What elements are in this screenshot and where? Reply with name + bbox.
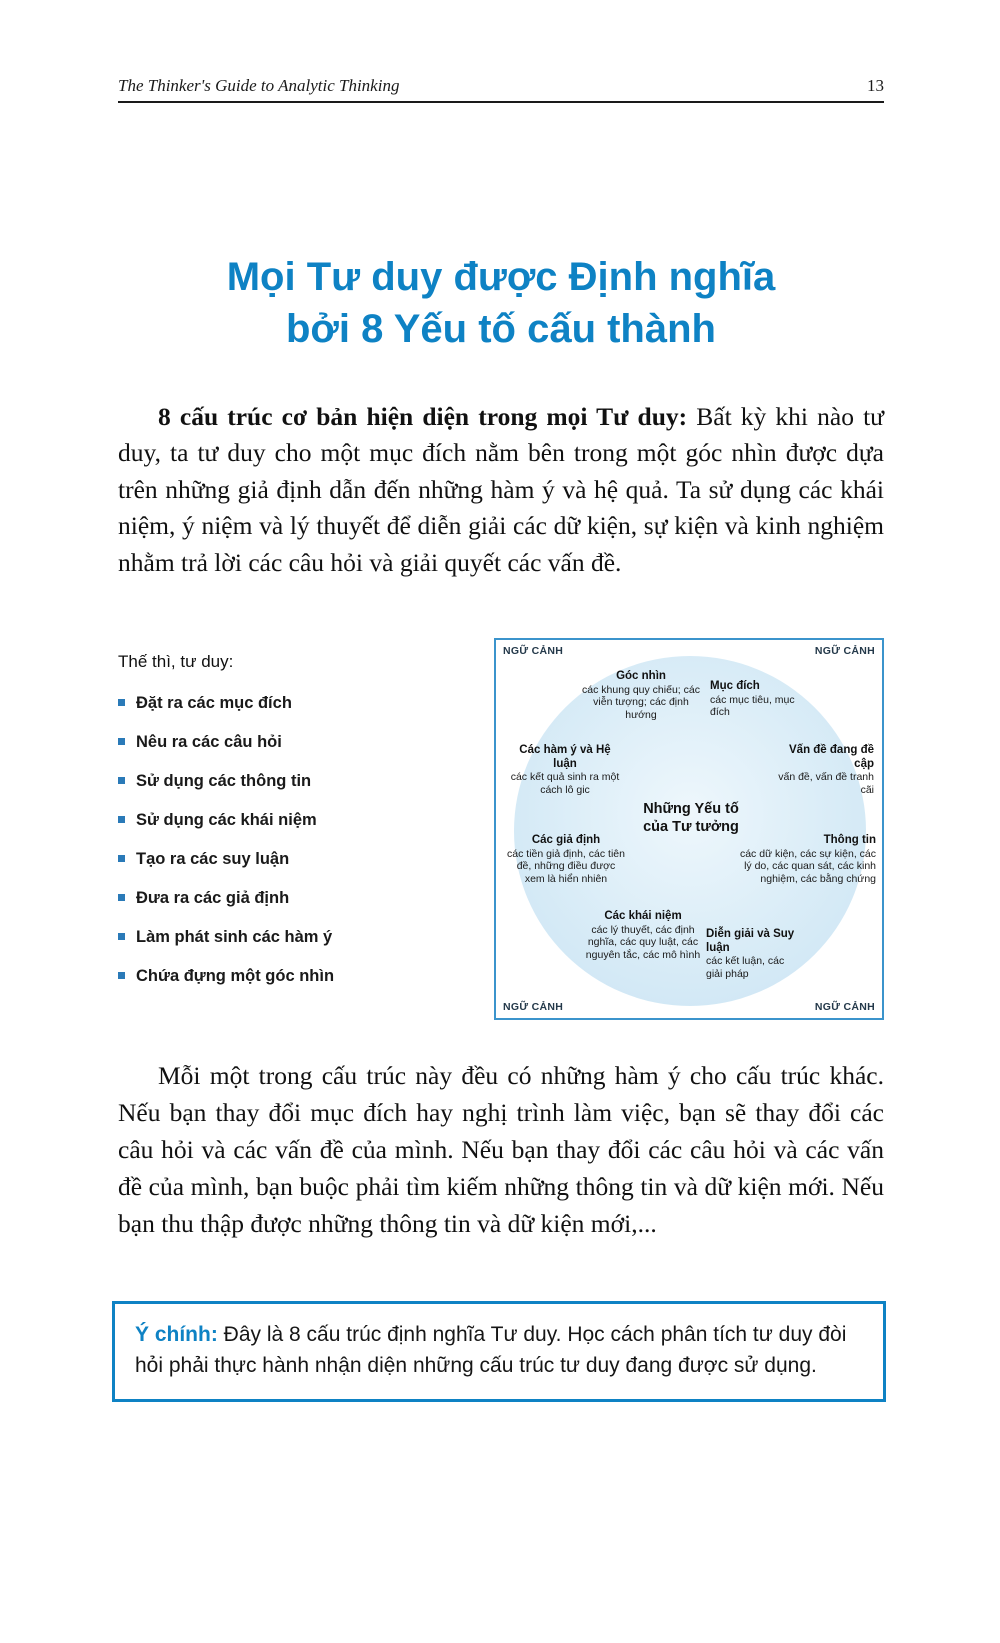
thinking-list — [118, 652, 448, 1006]
diagram-center-label — [616, 800, 766, 836]
node-title: Thông tin — [823, 834, 876, 847]
node-title: Góc nhìn — [616, 670, 666, 683]
intro-text: Bất kỳ khi nào tư duy, ta tư duy cho một mục đích nằm bên trong một góc nhìn được dựa trên những giả định dẫn đến những hàm ý và hệ quả. Ta sử dụng các khái niệm, ý niệm và lý thuyết để diễn giải các dữ kiện, sự kiện và kinh nghiệm nhằm trả lời các câu hỏi và giải quyết các vấn đề. — [118, 402, 884, 577]
list-item — [118, 772, 448, 791]
list-items — [118, 694, 448, 986]
body-paragraph: Mỗi một trong cấu trúc này đều có những hàm ý cho cấu trúc khác. Nếu bạn thay đổi mục đích hay nghị trình làm việc, bạn sẽ thay đổi các câu hỏi và các vấn đề của mình. Nếu bạn thay đổi các câu hỏi và các vấn đề của mình, bạn buộc phải tìm kiếm những thông tin và dữ kiện mới. Nếu bạn thu thập được những thông tin và dữ kiện mới,... — [118, 1061, 884, 1239]
key-point-box — [112, 1301, 886, 1402]
node-desc: các tiền giả định, các tiên đề, những điều được xem là hiển nhiên — [507, 847, 625, 885]
header-rule — [118, 101, 884, 103]
bullet-square-icon — [118, 699, 125, 706]
node-title: Các hàm ý và Hệ luận — [519, 744, 611, 770]
diagram-node-point-of-view — [578, 670, 704, 721]
intro-lead-bold: 8 cấu trúc cơ bản hiện diện trong mọi Tư duy: — [158, 402, 688, 431]
list-item-label: Tạo ra các suy luận — [136, 850, 290, 869]
key-point-text: Đây là 8 cấu trúc định nghĩa Tư duy. Học cách phân tích tư duy đòi hỏi phải thực hành nhận diện những cấu trúc tư duy đang được sử dụng. — [135, 1323, 847, 1378]
list-item — [118, 694, 448, 713]
node-desc: các dữ kiện, các sự kiện, các lý do, các quan sát, các kinh nghiệm, các bằng chứng — [739, 847, 876, 885]
diagram-node-concepts — [584, 910, 702, 961]
middle-section — [118, 638, 884, 1020]
node-desc: các lý thuyết, các định nghĩa, các quy luật, các nguyên tắc, các mô hình — [585, 923, 701, 961]
diagram-node-purpose — [710, 680, 800, 718]
list-item — [118, 889, 448, 908]
list-item — [118, 811, 448, 830]
node-desc: các kết luận, các giải pháp — [706, 955, 785, 980]
diagram-node-information — [738, 834, 876, 885]
node-title: Mục đích — [710, 680, 760, 693]
list-item — [118, 928, 448, 947]
list-item-label: Đặt ra các mục đích — [136, 694, 292, 713]
list-item — [118, 967, 448, 986]
node-desc: các mục tiêu, mục đích — [710, 693, 795, 719]
context-label-bottom-left: NGỮ CẢNH — [503, 1001, 564, 1014]
diagram-node-question-at-issue — [768, 744, 874, 796]
list-item — [118, 850, 448, 869]
bullet-square-icon — [118, 738, 125, 745]
page-title-line2: bởi 8 Yếu tố cấu thành — [286, 307, 716, 351]
node-desc: các kết quả sinh ra một cách lô gic — [510, 771, 620, 796]
list-item-label: Đưa ra các giả định — [136, 889, 290, 908]
page-header — [118, 76, 884, 96]
key-point-label: Ý chính: — [135, 1323, 218, 1347]
context-label-top-left: NGỮ CẢNH — [503, 645, 564, 658]
bullet-square-icon — [118, 855, 125, 862]
header-book-title: The Thinker's Guide to Analytic Thinking — [118, 76, 400, 95]
diagram-node-interpretation — [706, 928, 798, 980]
list-item — [118, 733, 448, 752]
bullet-square-icon — [118, 894, 125, 901]
node-title: Diễn giải và Suy luận — [706, 928, 795, 954]
list-item-label: Làm phát sinh các hàm ý — [136, 928, 333, 947]
context-label-bottom-right: NGỮ CẢNH — [814, 1001, 875, 1014]
list-item-label: Sử dụng các thông tin — [136, 772, 312, 791]
list-item-label: Chứa đựng một góc nhìn — [136, 967, 335, 986]
bullet-square-icon — [118, 816, 125, 823]
elements-of-thought-diagram — [494, 638, 884, 1020]
diagram-center-line2: của Tư tưởng — [643, 819, 739, 836]
node-title: Vấn đề đang đề cập — [789, 744, 874, 770]
diagram-node-implications — [508, 744, 622, 796]
bullet-square-icon — [118, 777, 125, 784]
diagram-node-assumptions — [506, 834, 626, 885]
page-number: 13 — [867, 76, 884, 95]
diagram-center-line1: Những Yếu tố — [643, 801, 739, 818]
node-title: Các giả định — [531, 834, 601, 847]
bullet-square-icon — [118, 972, 125, 979]
list-item-label: Sử dụng các khái niệm — [136, 811, 317, 830]
page-title — [118, 251, 884, 355]
node-desc: các khung quy chiếu; các viễn tượng; các định hướng — [582, 683, 700, 721]
context-label-top-right: NGỮ CẢNH — [814, 645, 875, 658]
list-title: Thế thì, tư duy: — [118, 652, 234, 672]
bullet-square-icon — [118, 933, 125, 940]
node-title: Các khái niệm — [604, 910, 682, 923]
intro-paragraph — [118, 399, 884, 581]
node-desc: vấn đề, vấn đề tranh cãi — [778, 771, 874, 796]
page-title-line1: Mọi Tư duy được Định nghĩa — [226, 255, 776, 299]
list-item-label: Nêu ra các câu hỏi — [136, 733, 282, 752]
